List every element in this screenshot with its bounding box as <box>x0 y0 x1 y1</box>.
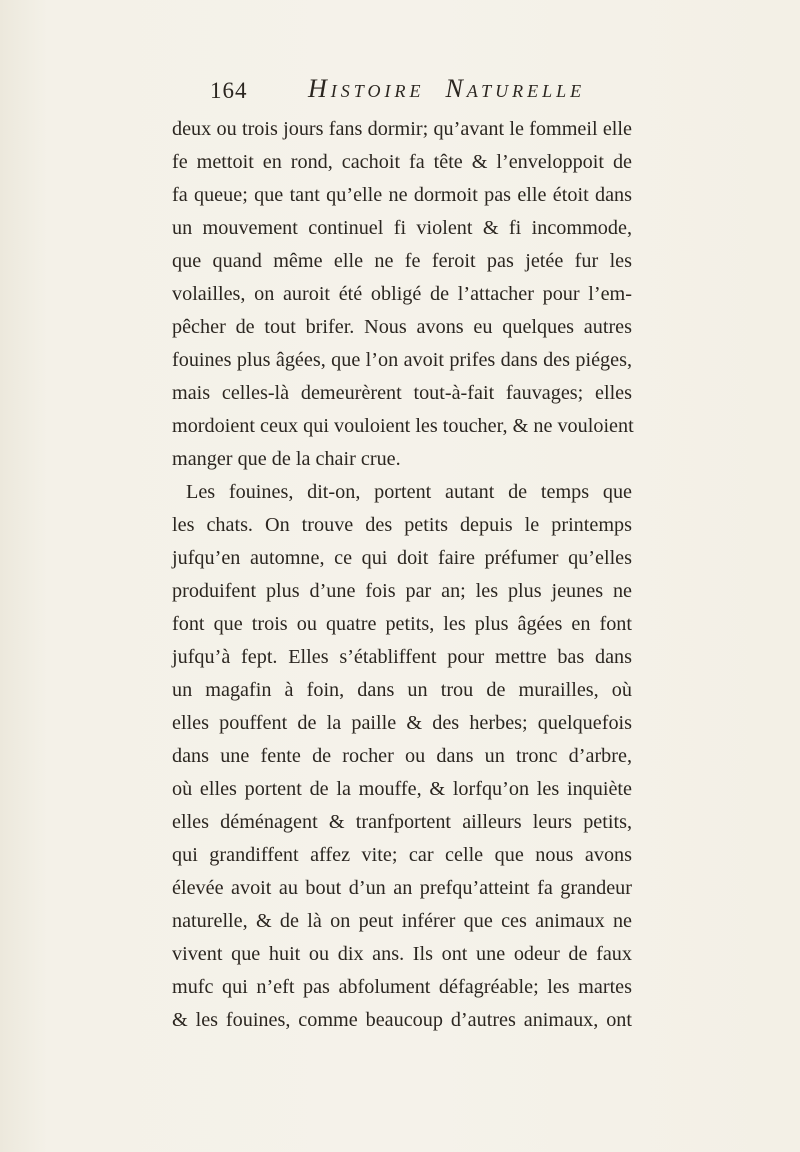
text-line: élevée avoit au bout d’un an prefqu’atteint fa grandeur <box>172 877 632 899</box>
text-line: dans une fente de rocher ou dans un tronc d’arbre, <box>172 745 632 767</box>
body-text <box>172 113 632 1037</box>
text-line: les chats. On trouve des petits depuis le printemps <box>172 514 632 536</box>
running-title-first: Histoire <box>308 74 425 103</box>
text-line: font que trois ou quatre petits, les plus âgées en font <box>172 613 632 635</box>
text-line: fe mettoit en rond, cachoit fa tête & l’enveloppoit de <box>172 151 632 173</box>
text-line: deux ou trois jours fans dormir; qu’avant le fommeil elle <box>172 118 632 140</box>
text-line: qui grandiffent affez vite; car celle que nous avons <box>172 844 632 866</box>
text-line: fa queue; que tant qu’elle ne dormoit pas elle étoit dans <box>172 184 632 206</box>
text-line: elles déménagent & tranfportent ailleurs leurs petits, <box>172 811 632 833</box>
text-line: pêcher de tout brifer. Nous avons eu quelques autres <box>172 316 632 338</box>
page-number: 164 <box>210 78 248 103</box>
text-line: un mouvement continuel fi violent & fi incommode, <box>172 217 632 239</box>
text-line: mais celles-là demeurèrent tout-à-fait fauvages; elles <box>172 382 632 404</box>
text-line: & les fouines, comme beaucoup d’autres animaux, ont <box>172 1009 632 1031</box>
running-title-second: Naturelle <box>445 74 586 103</box>
text-line: vivent que huit ou dix ans. Ils ont une odeur de faux <box>172 943 632 965</box>
text-line: manger que de la chair crue. <box>172 448 401 470</box>
page-header <box>210 74 650 114</box>
text-line: mordoient ceux qui vouloient les toucher, & ne vouloient <box>172 415 634 437</box>
text-line: que quand même elle ne fe feroit pas jetée fur les <box>172 250 632 272</box>
text-line: Les fouines, dit-on, portent autant de temps que <box>186 481 632 503</box>
running-title <box>308 74 585 104</box>
text-line: naturelle, & de là on peut inférer que ces animaux ne <box>172 910 632 932</box>
text-line: jufqu’à fept. Elles s’établiffent pour mettre bas dans <box>172 646 632 668</box>
text-line: elles pouffent de la paille & des herbes; quelquefois <box>172 712 632 734</box>
text-line: produifent plus d’une fois par an; les plus jeunes ne <box>172 580 632 602</box>
text-line: volailles, on auroit été obligé de l’attacher pour l’em- <box>172 283 632 305</box>
text-line: où elles portent de la mouffe, & lorfqu’on les inquiète <box>172 778 632 800</box>
text-line: un magafin à foin, dans un trou de murailles, où <box>172 679 632 701</box>
text-line: fouines plus âgées, que l’on avoit prifes dans des piéges, <box>172 349 632 371</box>
text-line: jufqu’en automne, ce qui doit faire préfumer qu’elles <box>172 547 632 569</box>
text-line: mufc qui n’eft pas abfolument défagréable; les martes <box>172 976 632 998</box>
